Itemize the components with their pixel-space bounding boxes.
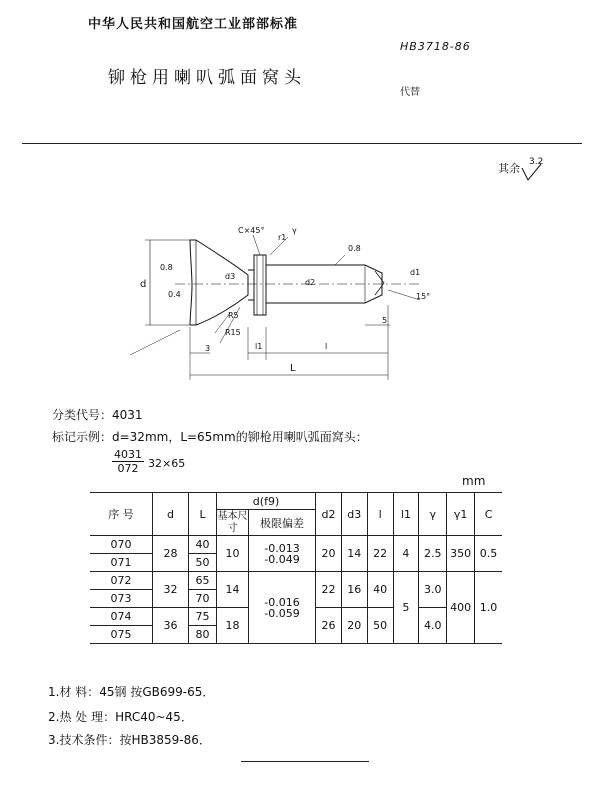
roughness-08-label: 0.8 bbox=[348, 244, 361, 253]
dim-d3-label: d3 bbox=[225, 272, 236, 281]
gamma1-cell: 350 bbox=[447, 536, 475, 572]
seq-cell: 071 bbox=[90, 554, 152, 572]
header-gamma1: γ1 bbox=[447, 493, 475, 536]
header-d2: d2 bbox=[316, 493, 342, 536]
c-cell: 1.0 bbox=[475, 572, 502, 644]
header-d: d bbox=[152, 493, 188, 536]
header-df9: d(f9) bbox=[216, 493, 315, 510]
header-tolerance: 极限偏差 bbox=[248, 510, 315, 536]
L-cell: 65 bbox=[189, 572, 217, 590]
marking-denominator: 072 bbox=[117, 462, 139, 475]
roughness-symbol-icon bbox=[521, 164, 543, 184]
d-cell: 28 bbox=[152, 536, 188, 572]
roughness-08-head-label: 0.8 bbox=[160, 263, 173, 272]
tolerance-cell: -0.013 -0.049 bbox=[248, 536, 315, 572]
dim-3-label: 3 bbox=[205, 344, 211, 353]
dim-5-label: 5 bbox=[382, 316, 388, 325]
c-cell: 0.5 bbox=[475, 536, 502, 572]
marking-fraction bbox=[112, 448, 144, 475]
r1-label: r1 bbox=[278, 233, 287, 242]
d2-cell: 20 bbox=[316, 536, 342, 572]
L-cell: 70 bbox=[189, 590, 217, 608]
l-cell: 40 bbox=[367, 572, 393, 608]
note-material: 1.材 料：45钢 按GB699-65． bbox=[48, 685, 215, 699]
header-l1: l1 bbox=[393, 493, 419, 536]
header-basic-size: 基本尺寸 bbox=[217, 510, 248, 534]
table-row bbox=[90, 572, 502, 590]
gamma1-cell: 400 bbox=[447, 572, 475, 644]
d3-cell: 16 bbox=[341, 572, 367, 608]
seq-cell: 075 bbox=[90, 626, 152, 644]
gamma-cell: 3.0 bbox=[419, 572, 447, 608]
header-l: l bbox=[367, 493, 393, 536]
L-cell: 40 bbox=[189, 536, 217, 554]
note-technical-conditions: 3.技术条件：按HB3859-86． bbox=[48, 733, 211, 747]
dim-l1-label: l1 bbox=[255, 342, 263, 351]
radius-r5-label: R5 bbox=[228, 311, 239, 320]
l-cell: 22 bbox=[367, 536, 393, 572]
dim-d2-label: d2 bbox=[305, 278, 316, 287]
d3-cell: 14 bbox=[341, 536, 367, 572]
d3-cell: 20 bbox=[341, 608, 367, 644]
classification-code: 分类代号：4031 bbox=[52, 408, 143, 422]
header-L: L bbox=[189, 493, 217, 536]
standard-code: HB3718-86 bbox=[400, 40, 471, 53]
l1-cell: 4 bbox=[393, 536, 419, 572]
L-cell: 80 bbox=[189, 626, 217, 644]
document-title: 铆枪用喇叭弧面窝头 bbox=[108, 68, 306, 88]
seq-cell: 070 bbox=[90, 536, 152, 554]
seq-cell: 073 bbox=[90, 590, 152, 608]
roughness-value: 3.2 bbox=[529, 157, 544, 167]
header-seq: 序 号 bbox=[90, 493, 152, 536]
note-heat-treatment: 2.热 处 理：HRC40~45． bbox=[48, 710, 193, 724]
gamma-cell: 2.5 bbox=[419, 536, 447, 572]
d-cell: 32 bbox=[152, 572, 188, 608]
basic-cell: 14 bbox=[216, 572, 248, 608]
header-divider bbox=[22, 143, 582, 144]
L-cell: 75 bbox=[189, 608, 217, 626]
l1-cell: 5 bbox=[393, 572, 419, 644]
d-cell: 36 bbox=[152, 608, 188, 644]
radius-r15-label: R15 bbox=[225, 328, 241, 337]
dimension-table bbox=[90, 492, 502, 644]
dim-l-label: l bbox=[325, 342, 328, 351]
dim-L-label: L bbox=[290, 363, 296, 374]
chamfer-label: C×45° bbox=[238, 226, 265, 235]
d2-cell: 22 bbox=[316, 572, 342, 608]
header-gamma: γ bbox=[419, 493, 447, 536]
dim-d1-label: d1 bbox=[410, 268, 421, 277]
l-cell: 50 bbox=[367, 608, 393, 644]
marking-numerator: 4031 bbox=[114, 448, 142, 461]
head-outline bbox=[190, 240, 248, 325]
table-row bbox=[90, 536, 502, 554]
organization-title: 中华人民共和国航空工业部部标准 bbox=[88, 17, 299, 32]
basic-cell: 10 bbox=[216, 536, 248, 572]
angle-15-label: 15° bbox=[416, 292, 431, 301]
tolerance-cell: -0.016 -0.059 bbox=[248, 572, 315, 644]
part-drawing bbox=[120, 215, 440, 395]
header-C: C bbox=[475, 493, 502, 536]
angle-gamma-label: γ bbox=[292, 226, 297, 235]
dim-d-label: d bbox=[140, 279, 147, 290]
L-cell: 50 bbox=[189, 554, 217, 572]
d2-cell: 26 bbox=[316, 608, 342, 644]
end-rule bbox=[241, 761, 369, 762]
seq-cell: 072 bbox=[90, 572, 152, 590]
marking-example: 标记示例：d=32mm，L=65mm的铆枪用喇叭弧面窝头： bbox=[52, 430, 368, 444]
basic-cell: 18 bbox=[216, 608, 248, 644]
marking-suffix: 32×65 bbox=[148, 457, 186, 470]
roughness-label: 其余 bbox=[498, 162, 520, 175]
unit-label: mm bbox=[462, 474, 486, 488]
replaces-label: 代替 bbox=[400, 87, 420, 98]
roughness-04-label: 0.4 bbox=[168, 290, 181, 299]
header-d3: d3 bbox=[341, 493, 367, 536]
seq-cell: 074 bbox=[90, 608, 152, 626]
gamma-cell: 4.0 bbox=[419, 608, 447, 644]
